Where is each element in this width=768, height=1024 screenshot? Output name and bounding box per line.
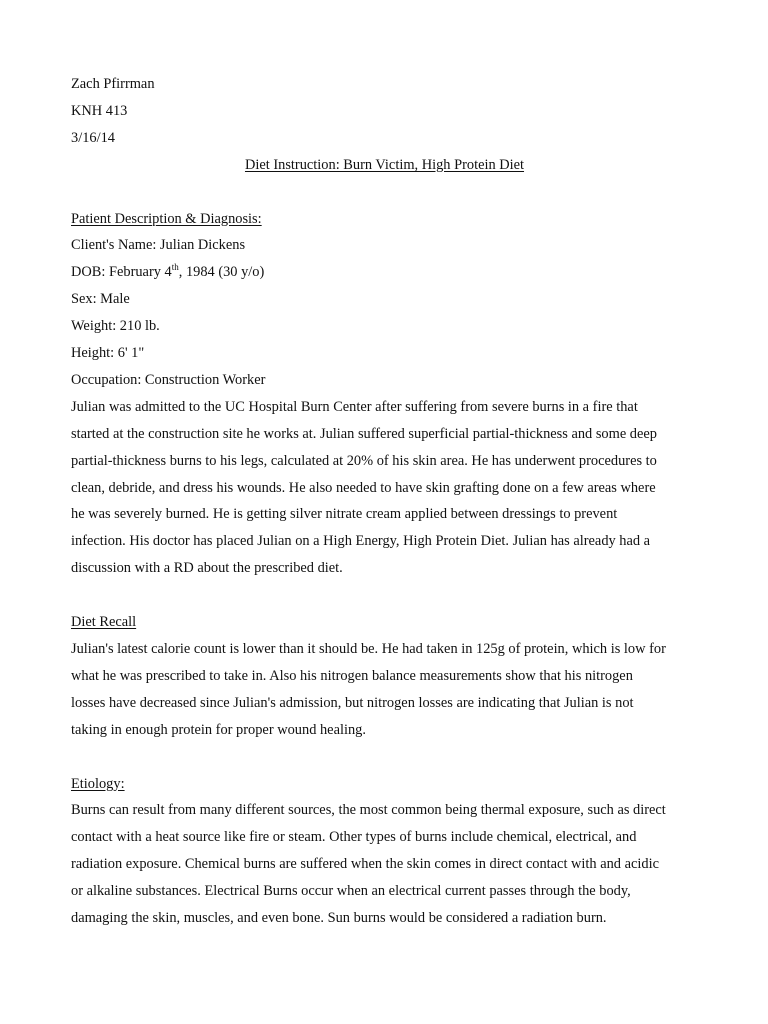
client-occupation: Occupation: Construction Worker xyxy=(71,371,266,388)
client-dob xyxy=(71,259,698,286)
spacer xyxy=(71,582,698,609)
client-height: Height: 6' 1" xyxy=(71,345,145,362)
author-name: Zach Pfirrman xyxy=(71,76,155,92)
patient-paragraph-line: infection. His doctor has placed Julian on a High Energy, High Protein Diet. Julian has already had a xyxy=(71,533,651,550)
recall-heading-text: Diet Recall xyxy=(71,614,137,631)
patient-heading-text: Patient Description & Diagnosis: xyxy=(71,210,262,227)
recall-paragraph-line: what he was prescribed to take in. Also his nitrogen balance measurements show that his nitrogen xyxy=(71,667,633,684)
patient-heading xyxy=(71,206,698,233)
document-title-text: Diet Instruction: Burn Victim, High Protein Diet xyxy=(244,156,525,173)
etiology-paragraph-line: or alkaline substances. Electrical Burns occur when an electrical current passes through the body, xyxy=(71,883,631,900)
patient-paragraph-line: partial-thickness burns to his legs, calculated at 20% of his skin area. He has underwent procedures to xyxy=(71,452,657,469)
etiology-paragraph-line: contact with a heat source like fire or steam. Other types of burns include chemical, electrical, and xyxy=(71,829,637,846)
recall-heading xyxy=(71,609,698,636)
etiology-heading-text: Etiology: xyxy=(71,775,125,792)
dob-suffix: , 1984 (30 y/o) xyxy=(178,264,265,281)
patient-paragraph-line: discussion with a RD about the prescribed diet. xyxy=(71,560,343,577)
client-name: Client's Name: Julian Dickens xyxy=(71,237,246,254)
spacer xyxy=(71,179,698,206)
patient-paragraph-line: clean, debride, and dress his wounds. He also needed to have skin grafting done on a few areas where xyxy=(71,479,656,496)
etiology-paragraph-line: Burns can result from many different sources, the most common being thermal exposure, such as direct xyxy=(71,802,666,819)
patient-paragraph-line: he was severely burned. He is getting silver nitrate cream applied between dressings to prevent xyxy=(71,506,618,523)
spacer xyxy=(71,744,698,771)
document-date: 3/16/14 xyxy=(71,129,115,146)
client-sex: Sex: Male xyxy=(71,291,130,308)
client-weight: Weight: 210 lb. xyxy=(71,318,160,335)
etiology-heading xyxy=(71,771,698,798)
course-code: KNH 413 xyxy=(71,102,128,119)
recall-paragraph-line: Julian's latest calorie count is lower than it should be. He had taken in 125g of protein, which is low for xyxy=(71,641,666,657)
recall-paragraph-line: losses have decreased since Julian's admission, but nitrogen losses are indicating that Julian is not xyxy=(71,694,634,711)
patient-paragraph-line: Julian was admitted to the UC Hospital Burn Center after suffering from severe burns in a fire that xyxy=(71,398,638,415)
document-title xyxy=(71,152,698,179)
patient-paragraph-line: started at the construction site he works at. Julian suffered superficial partial-thickness and some deep xyxy=(71,425,657,442)
etiology-paragraph-line: damaging the skin, muscles, and even bone. Sun burns would be considered a radiation burn. xyxy=(71,910,607,927)
dob-superscript: th xyxy=(171,262,179,273)
etiology-paragraph-line: radiation exposure. Chemical burns are suffered when the skin comes in direct contact with and acidic xyxy=(71,856,659,873)
dob-prefix: DOB: February 4 xyxy=(71,264,172,281)
recall-paragraph-line: taking in enough protein for proper wound healing. xyxy=(71,721,366,738)
